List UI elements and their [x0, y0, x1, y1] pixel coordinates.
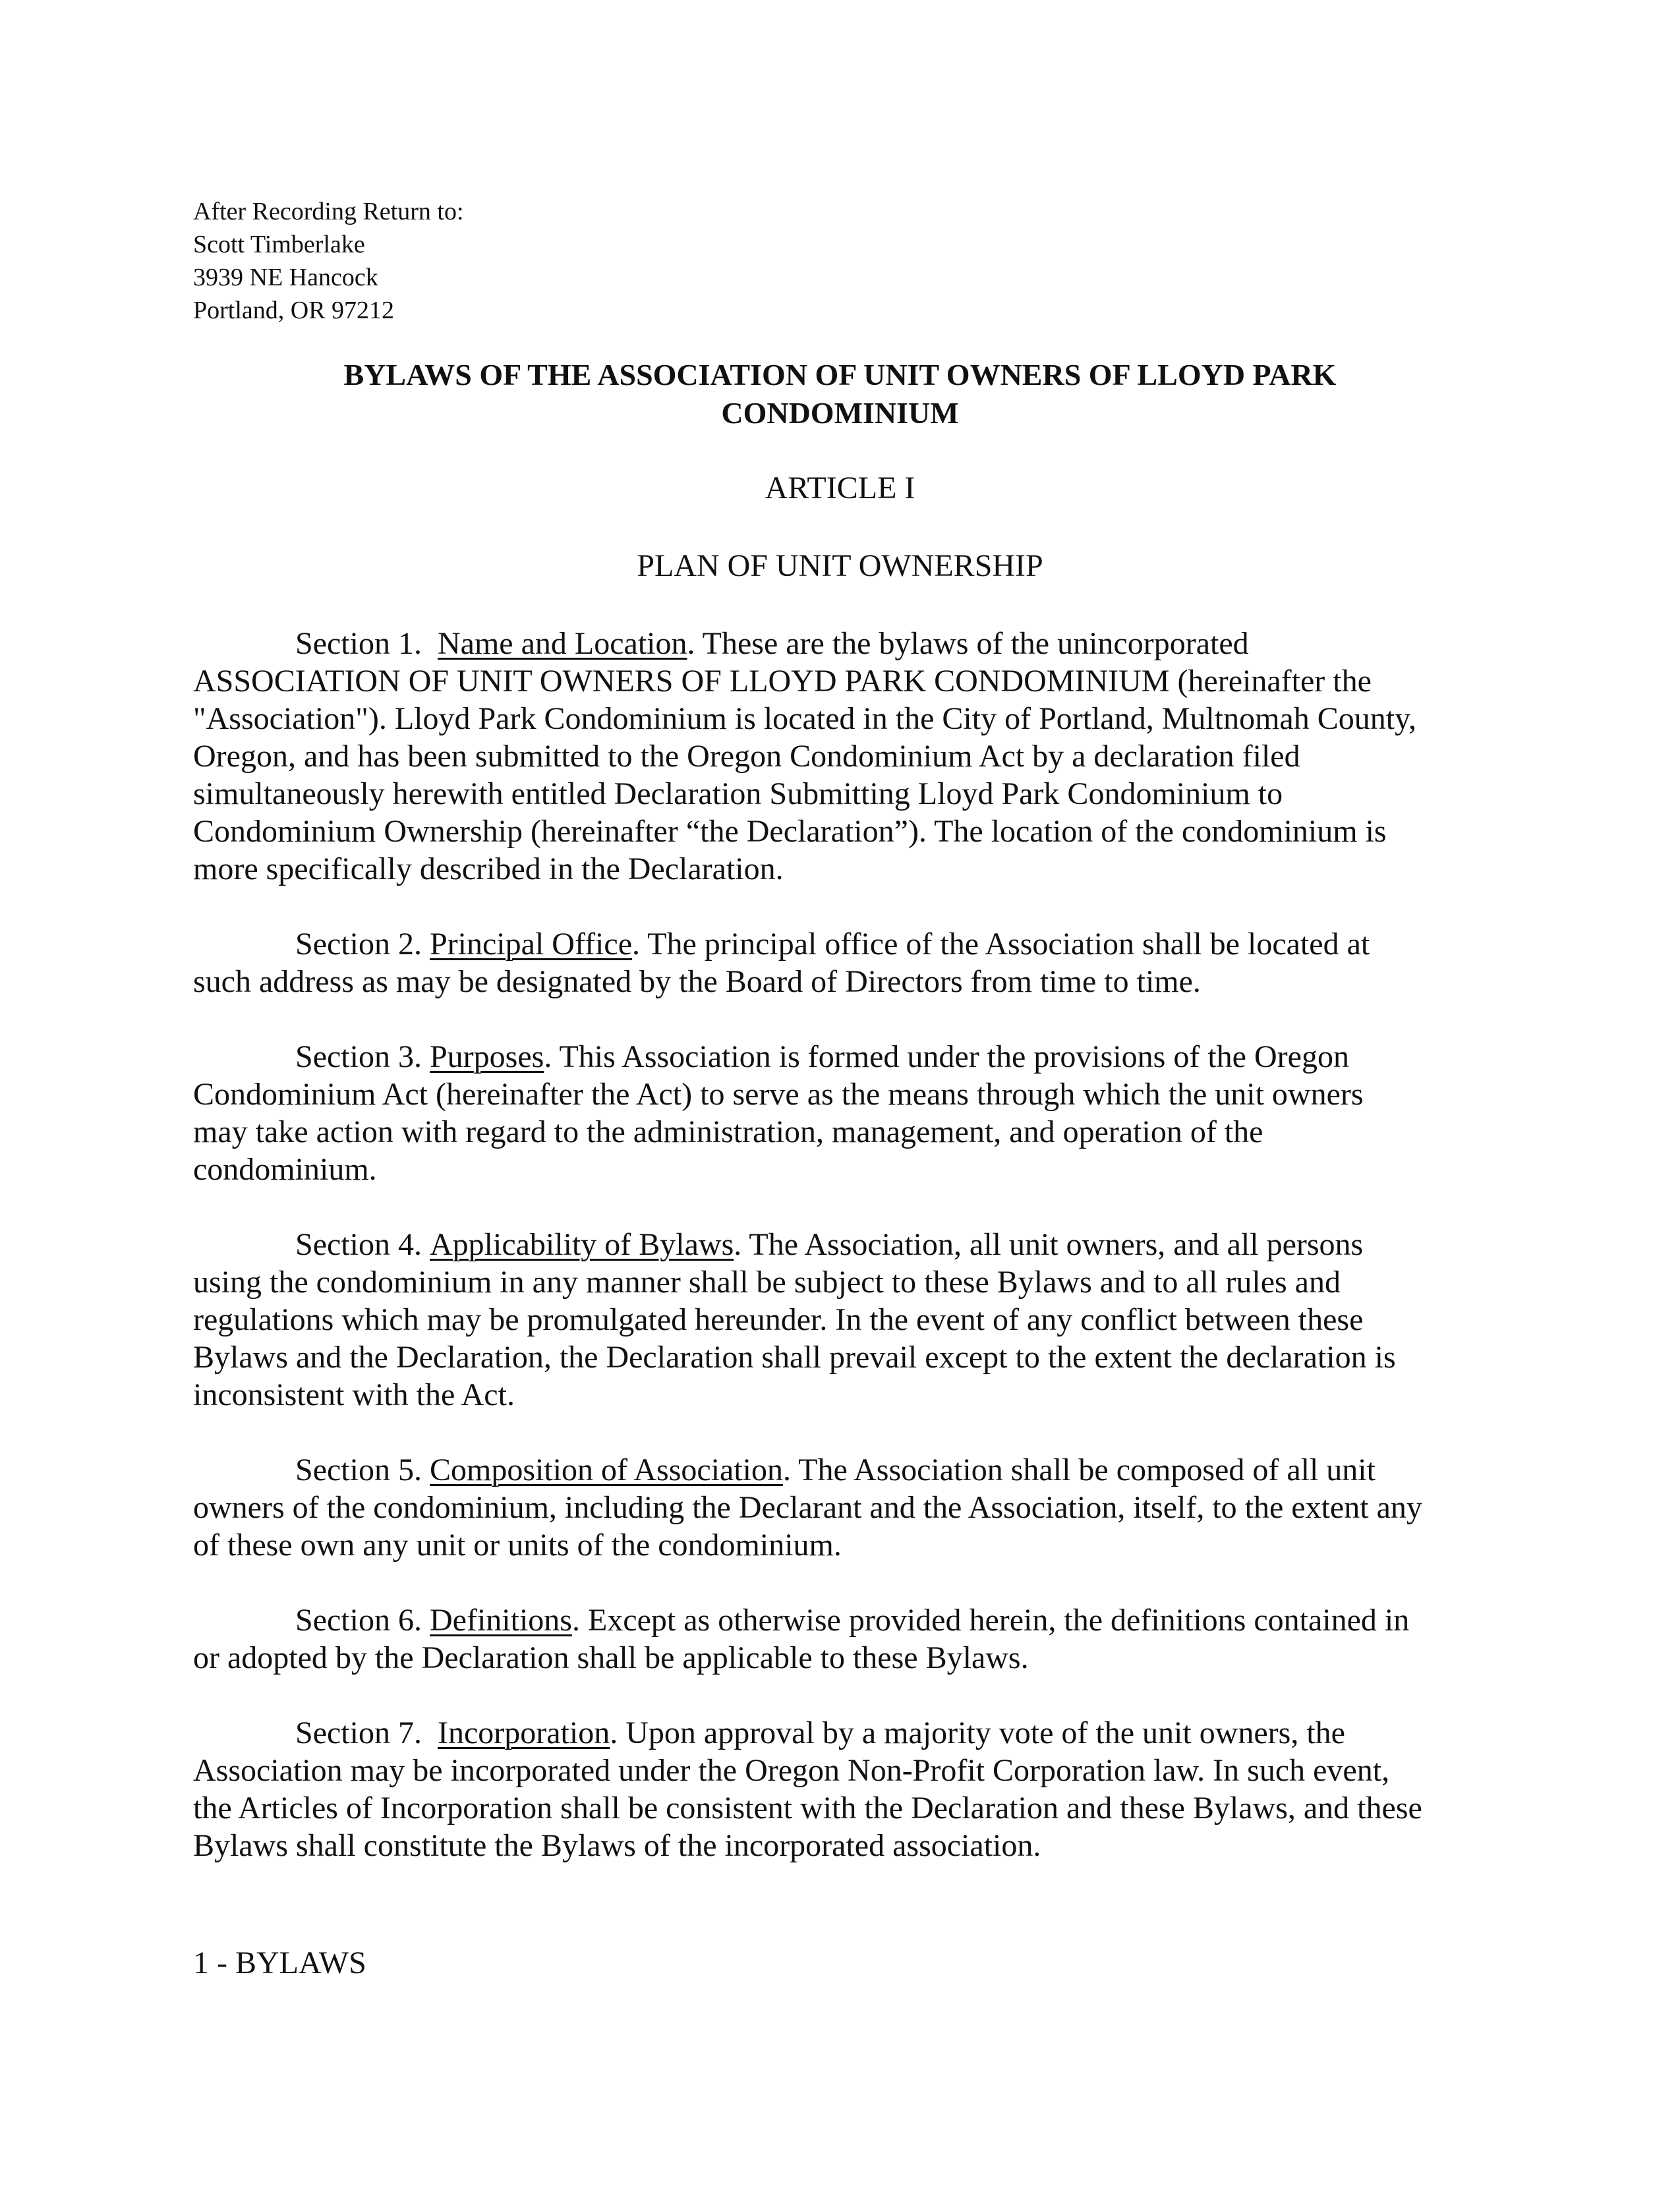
section-label: Section 7. [295, 1715, 422, 1750]
section-label: Section 1. [295, 626, 422, 661]
section-3 [193, 1038, 1487, 1188]
return-address-block [193, 195, 464, 327]
section-line: Condominium Act (hereinafter the Act) to serve as the means through which the unit owners [193, 1077, 1364, 1112]
section-heading: Name and Location [437, 626, 687, 661]
section-line: Bylaws shall constitute the Bylaws of the incorporated association. [193, 1828, 1041, 1863]
section-first-line [193, 625, 1487, 662]
section-text: . The Association shall be composed of all unit [783, 1453, 1376, 1487]
section-first-line [193, 1451, 1487, 1489]
section-text: . Except as otherwise provided herein, the definitions contained in [571, 1603, 1410, 1638]
section-line: condominium. [193, 1152, 377, 1187]
section-line: or adopted by the Declaration shall be applicable to these Bylaws. [193, 1640, 1029, 1675]
section-line: inconsistent with the Act. [193, 1377, 515, 1412]
section-line: Association may be incorporated under the Oregon Non-Profit Corporation law. In such event, [193, 1753, 1390, 1788]
section-first-line [193, 925, 1487, 963]
article-title: PLAN OF UNIT OWNERSHIP [637, 548, 1043, 583]
return-address-line: Scott Timberlake [193, 231, 365, 258]
section-6 [193, 1601, 1487, 1677]
return-address-line: After Recording Return to: [193, 198, 464, 225]
section-line: of these own any unit or units of the condominium. [193, 1528, 842, 1563]
document-title [193, 356, 1487, 432]
section-line: simultaneously herewith entitled Declaration Submitting Lloyd Park Condominium to [193, 776, 1283, 811]
section-heading: Applicability of Bylaws [429, 1227, 734, 1262]
section-heading: Composition of Association [429, 1453, 783, 1487]
section-label: Section 6. [295, 1603, 422, 1638]
section-7 [193, 1714, 1487, 1864]
section-line: regulations which may be promulgated hereunder. In the event of any conflict between these [193, 1302, 1364, 1337]
section-2 [193, 925, 1487, 1000]
section-heading: Principal Office [429, 927, 632, 962]
section-label: Section 3. [295, 1039, 422, 1074]
section-line: the Articles of Incorporation shall be consistent with the Declaration and these Bylaws, and these [193, 1791, 1422, 1826]
section-heading: Purposes [429, 1039, 544, 1074]
sections-body [193, 625, 1487, 1902]
return-address-line: 3939 NE Hancock [193, 264, 378, 291]
section-line: Bylaws and the Declaration, the Declaration shall prevail except to the extent the declaration is [193, 1340, 1396, 1375]
section-text: . The Association, all unit owners, and all persons [734, 1227, 1364, 1262]
section-line: using the condominium in any manner shall be subject to these Bylaws and to all rules and [193, 1265, 1341, 1300]
section-text: . These are the bylaws of the unincorporated [687, 626, 1249, 661]
section-line: such address as may be designated by the Board of Directors from time to time. [193, 964, 1201, 999]
section-line: Condominium Ownership (hereinafter “the Declaration”). The location of the condominium is [193, 814, 1387, 849]
section-first-line [193, 1714, 1487, 1752]
section-line: owners of the condominium, including the Declarant and the Association, itself, to the extent any [193, 1490, 1422, 1525]
section-label: Section 5. [295, 1453, 422, 1487]
section-heading: Definitions [429, 1603, 572, 1638]
section-line: ASSOCIATION OF UNIT OWNERS OF LLOYD PARK CONDOMINIUM (hereinafter the [193, 664, 1372, 699]
section-text: . The principal office of the Association shall be located at [632, 927, 1370, 962]
section-line: may take action with regard to the administration, management, and operation of the [193, 1114, 1263, 1149]
section-label: Section 2. [295, 927, 422, 962]
section-label: Section 4. [295, 1227, 422, 1262]
section-heading: Incorporation [437, 1715, 610, 1750]
section-1 [193, 625, 1487, 888]
page-footer: 1 - BYLAWS [193, 1945, 366, 1980]
section-line: "Association"). Lloyd Park Condominium is located in the City of Portland, Multnomah County, [193, 701, 1416, 736]
section-first-line [193, 1226, 1487, 1263]
section-4 [193, 1226, 1487, 1414]
document-title-line: CONDOMINIUM [721, 396, 959, 430]
section-line: more specifically described in the Declaration. [193, 851, 784, 886]
section-line: Oregon, and has been submitted to the Oregon Condominium Act by a declaration filed [193, 739, 1300, 774]
document-title-line: BYLAWS OF THE ASSOCIATION OF UNIT OWNERS OF LLOYD PARK [343, 358, 1337, 391]
article-number: ARTICLE I [765, 471, 915, 505]
section-first-line [193, 1038, 1487, 1076]
section-first-line [193, 1601, 1487, 1639]
return-address-line: Portland, OR 97212 [193, 297, 395, 324]
section-text: . Upon approval by a majority vote of the unit owners, the [610, 1715, 1345, 1750]
section-5 [193, 1451, 1487, 1564]
section-text: . This Association is formed under the provisions of the Oregon [544, 1039, 1349, 1074]
